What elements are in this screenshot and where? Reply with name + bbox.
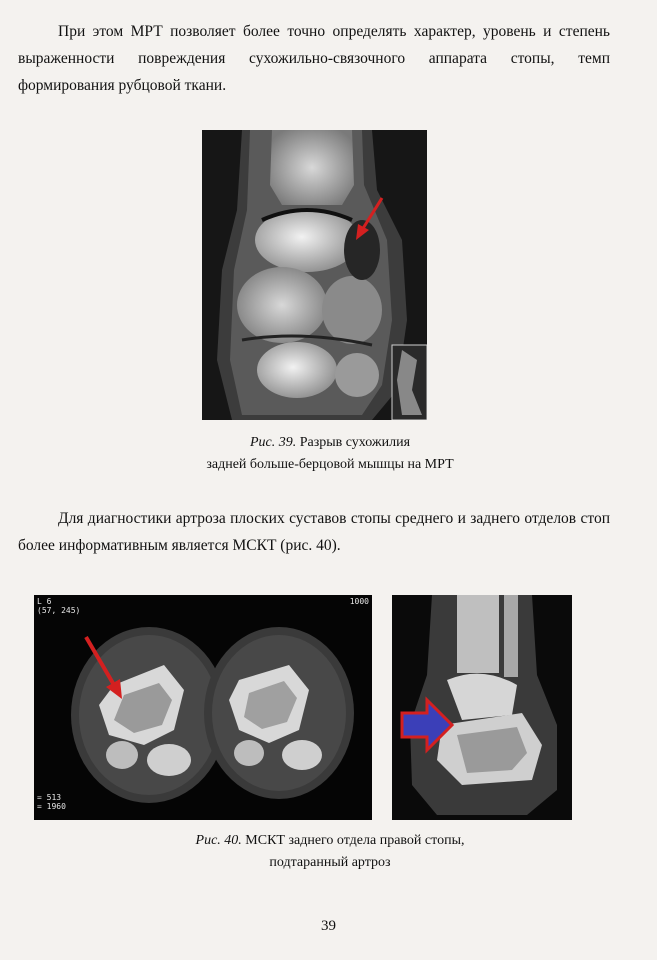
figure-39-caption-line2: задней больше-берцовой мышцы на МРТ <box>206 457 454 472</box>
figure-40-caption-line2: подтаранный артроз <box>269 855 391 870</box>
ct-overlay-line2: (57, 245) <box>37 606 81 615</box>
page-number: 39 <box>321 918 336 934</box>
ct-overlay-line1: L 6 <box>37 597 52 606</box>
ct-sagittal-graphic <box>392 595 572 820</box>
mri-image <box>202 130 427 420</box>
figure-40-caption <box>100 830 560 874</box>
figure-39-label: Рис. 39. <box>249 435 297 450</box>
ct-sagittal-image <box>392 595 572 820</box>
figure-39-caption-line1: Разрыв сухожилия <box>299 435 411 450</box>
ct-overlay-top-right: 1000 <box>349 597 369 606</box>
figure-40-label: Рис. 40. <box>195 833 242 848</box>
ct-axial-image <box>34 595 372 820</box>
figure-39-caption <box>150 432 510 476</box>
mri-scan-graphic <box>202 130 427 420</box>
figure-40-caption-line1: МСКТ заднего отдела правой стопы, <box>245 833 465 848</box>
paragraph-mri: При этом МРТ позволяет более точно определять характер, уровень и степень выраженности повреждения сухожильно-связочного аппарата стопы, темп формирования рубцовой ткани. <box>18 23 610 94</box>
ct-overlay-line4: = 1960 <box>37 802 66 811</box>
paragraph-msct: Для диагностики артроза плоских суставов стопы среднего и заднего отделов стоп более информативным является МСКТ (рис. 40). <box>18 510 610 554</box>
ct-axial-graphic <box>34 595 372 820</box>
ct-overlay-line3: = 513 <box>37 793 62 802</box>
